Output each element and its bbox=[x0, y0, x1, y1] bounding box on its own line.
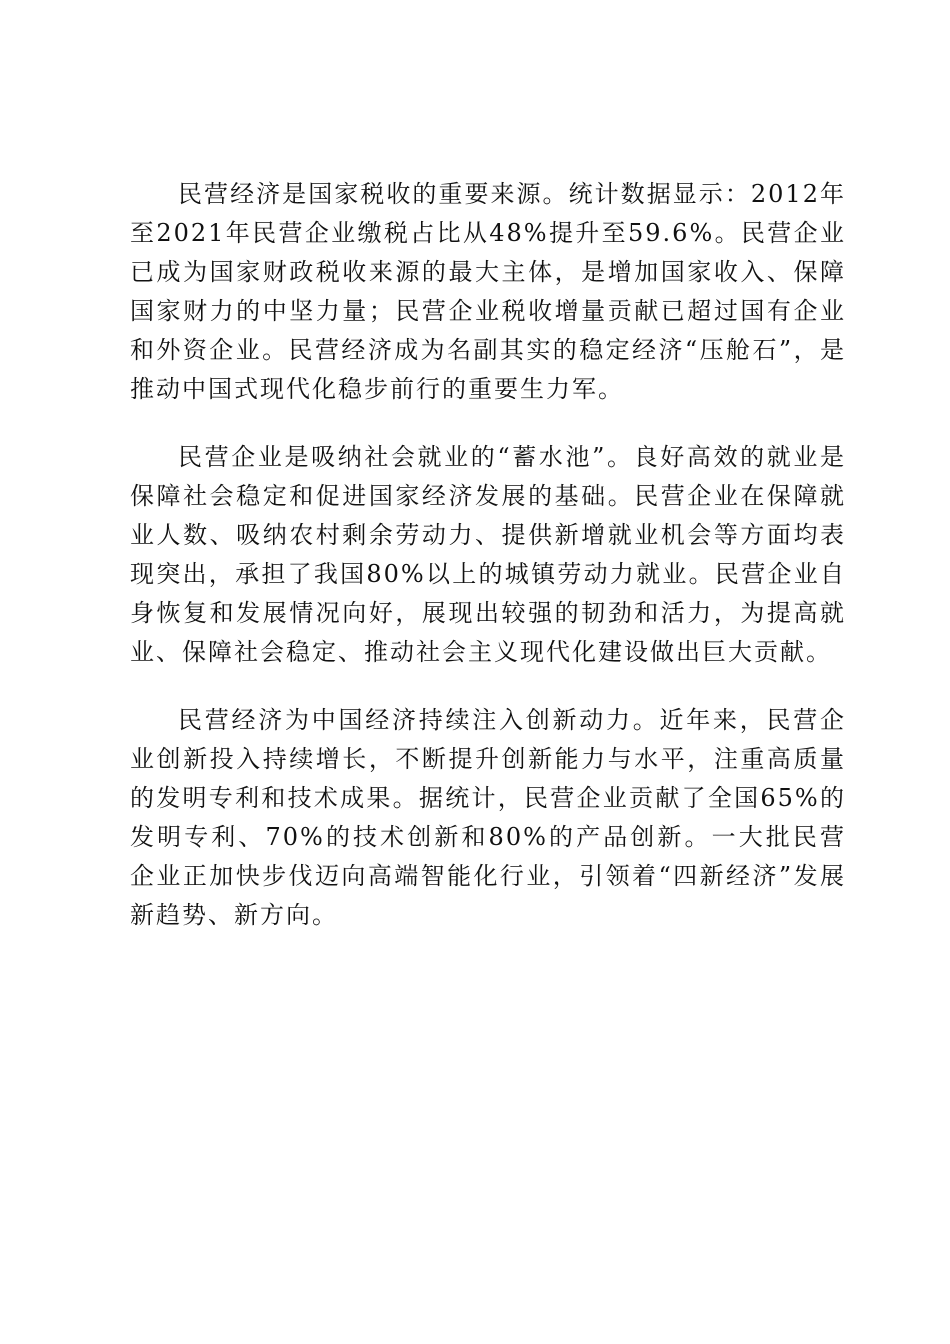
paragraph-employment: 民营企业是吸纳社会就业的“蓄水池”。良好高效的就业是保障社会稳定和促进国家经济发展的基础。民营企业在保障就业人数、吸纳农村剩余劳动力、提供新增就业机会等方面均表现突出，承担了我国80%以上的城镇劳动力就业。民营企业自身恢复和发展情况向好，展现出较强的韧劲和活力，为提高就业、保障社会稳定、推动社会主义现代化建设做出巨大贡献。 bbox=[130, 443, 846, 666]
paragraph-tax: 民营经济是国家税收的重要来源。统计数据显示：2012年至2021年民营企业缴税占比从48%提升至59.6%。民营企业已成为国家财政税收来源的最大主体，是增加国家收入、保障国家财力的中坚力量；民营企业税收增量贡献已超过国有企业和外资企业。民营经济成为名副其实的稳定经济“压舱石”，是推动中国式现代化稳步前行的重要生力军。 bbox=[130, 180, 846, 403]
document-body bbox=[130, 175, 846, 964]
paragraph-innovation: 民营经济为中国经济持续注入创新动力。近年来，民营企业创新投入持续增长，不断提升创新能力与水平，注重高质量的发明专利和技术成果。据统计，民营企业贡献了全国65%的发明专利、70%的技术创新和80%的产品创新。一大批民营企业正加快步伐迈向高端智能化行业，引领着“四新经济”发展新趋势、新方向。 bbox=[130, 706, 846, 929]
